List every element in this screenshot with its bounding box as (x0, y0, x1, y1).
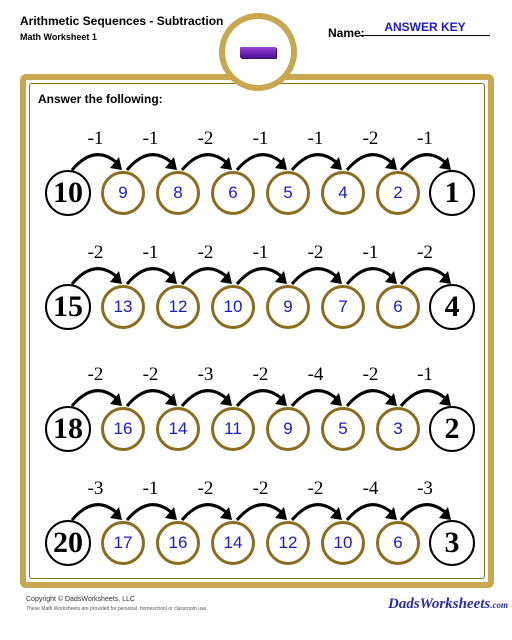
answer-number-circle: 17 (101, 521, 145, 565)
step-arrow-icon (176, 380, 236, 410)
step-arrow-icon (176, 258, 236, 288)
given-number-circle: 3 (429, 520, 475, 566)
logo-rest: Worksheets (419, 596, 491, 612)
answer-key-label: ANSWER KEY (360, 20, 490, 36)
step-label: -1 (142, 128, 159, 149)
step-label: -1 (417, 364, 433, 385)
sequence-row (0, 478, 512, 588)
answer-number-circle: 13 (101, 285, 145, 329)
step-arrow-icon (66, 380, 126, 410)
answer-number-circle: 10 (211, 285, 255, 329)
step-label: -3 (87, 478, 104, 499)
given-number-circle: 20 (45, 520, 91, 566)
step-arrow-icon (395, 380, 455, 410)
answer-number-circle: 5 (266, 171, 310, 215)
step-label: -2 (307, 478, 324, 499)
dadsworksheets-logo (388, 596, 508, 613)
answer-number-circle: 9 (101, 171, 145, 215)
step-arrow-icon (231, 258, 291, 288)
step-label: -1 (252, 128, 269, 149)
step-label: -4 (307, 364, 324, 385)
step-arrow-icon (121, 144, 181, 174)
worksheet-subtitle: Math Worksheet 1 (20, 32, 97, 42)
name-label: Name: (328, 26, 365, 40)
answer-number-circle: 16 (156, 521, 200, 565)
step-label: -2 (197, 478, 214, 499)
step-label: -2 (307, 242, 324, 263)
step-arrow-icon (66, 144, 126, 174)
given-number-circle: 2 (429, 406, 475, 452)
logo-main: Dads (388, 596, 420, 612)
given-number-circle: 1 (429, 170, 475, 216)
answer-number-circle: 6 (376, 521, 420, 565)
step-arrow-icon (286, 144, 346, 174)
step-arrow-icon (395, 258, 455, 288)
step-arrow-icon (341, 258, 401, 288)
given-number-circle: 18 (45, 406, 91, 452)
step-arrow-icon (231, 144, 291, 174)
step-label: -1 (252, 242, 269, 263)
step-label: -2 (197, 128, 214, 149)
step-arrow-icon (66, 494, 126, 524)
sequence-row (0, 364, 512, 474)
answer-number-circle: 4 (321, 171, 365, 215)
step-arrow-icon (121, 380, 181, 410)
answer-number-circle: 16 (101, 407, 145, 451)
step-arrow-icon (121, 494, 181, 524)
answer-number-circle: 5 (321, 407, 365, 451)
step-label: -1 (417, 128, 433, 149)
step-label: -2 (197, 242, 214, 263)
badge-inner (225, 19, 291, 85)
instructions: Answer the following: (38, 92, 163, 106)
answer-number-circle: 12 (156, 285, 200, 329)
answer-number-circle: 10 (321, 521, 365, 565)
step-label: -2 (87, 242, 104, 263)
step-label: -2 (252, 364, 269, 385)
step-label: -3 (197, 364, 214, 385)
step-arrow-icon (341, 380, 401, 410)
given-number-circle: 4 (429, 284, 475, 330)
step-label: -1 (142, 478, 159, 499)
copyright: Copyright © DadsWorksheets, LLC (26, 596, 135, 603)
step-label: -2 (252, 478, 269, 499)
answer-number-circle: 6 (376, 285, 420, 329)
worksheet-title: Arithmetic Sequences - Subtraction (20, 14, 224, 28)
answer-number-circle: 7 (321, 285, 365, 329)
sequence-row (0, 242, 512, 352)
answer-number-circle: 8 (156, 171, 200, 215)
step-arrow-icon (176, 494, 236, 524)
step-arrow-icon (231, 494, 291, 524)
step-arrow-icon (395, 494, 455, 524)
given-number-circle: 15 (45, 284, 91, 330)
step-label: -1 (142, 242, 159, 263)
step-label: -2 (362, 364, 379, 385)
step-arrow-icon (286, 380, 346, 410)
step-arrow-icon (121, 258, 181, 288)
answer-number-circle: 9 (266, 285, 310, 329)
sequence-row (0, 128, 512, 238)
step-label: -2 (417, 242, 433, 263)
disclaimer: These Math Worksheets are provided for personal, homeschool or classroom use. (26, 606, 208, 612)
step-arrow-icon (66, 258, 126, 288)
answer-number-circle: 14 (156, 407, 200, 451)
step-label: -2 (362, 128, 379, 149)
minus-icon (240, 47, 276, 58)
step-arrow-icon (286, 258, 346, 288)
step-label: -2 (87, 364, 104, 385)
logo-suffix: .com (490, 600, 508, 610)
answer-number-circle: 12 (266, 521, 310, 565)
answer-number-circle: 3 (376, 407, 420, 451)
answer-number-circle: 9 (266, 407, 310, 451)
step-label: -1 (362, 242, 379, 263)
step-arrow-icon (176, 144, 236, 174)
step-arrow-icon (341, 494, 401, 524)
operation-badge (219, 13, 297, 91)
answer-number-circle: 6 (211, 171, 255, 215)
step-label: -1 (307, 128, 324, 149)
step-label: -3 (417, 478, 433, 499)
step-arrow-icon (395, 144, 455, 174)
answer-number-circle: 14 (211, 521, 255, 565)
step-arrow-icon (286, 494, 346, 524)
step-arrow-icon (341, 144, 401, 174)
answer-number-circle: 2 (376, 171, 420, 215)
step-label: -1 (87, 128, 104, 149)
step-label: -2 (142, 364, 159, 385)
step-label: -4 (362, 478, 379, 499)
given-number-circle: 10 (45, 170, 91, 216)
step-arrow-icon (231, 380, 291, 410)
answer-number-circle: 11 (211, 407, 255, 451)
